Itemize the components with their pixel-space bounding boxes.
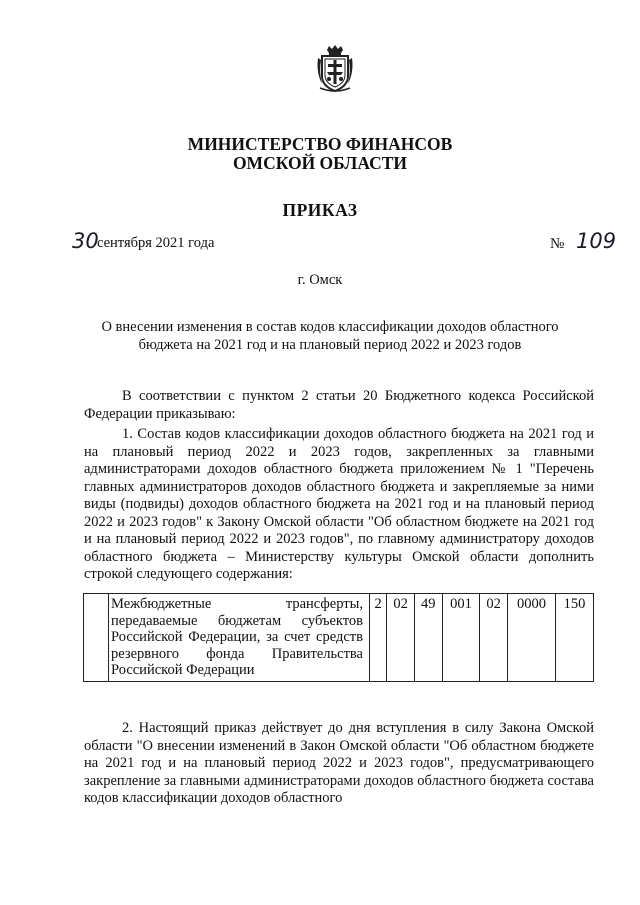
order-number: 109 [576,229,617,253]
item1-text: 1. Состав кодов классификации доходов областного бюджета на 2021 год и на плановый период 2022 и 2023 годов, закрепленных за главными администраторами доходов областного бюджета приложением № 1 "Перечень главных администраторов доходов областного бюджета и закрепляемые за ними виды (подвиды) доходов областного бюджета на 2021 год и на плановый период 2022 и 2023 годов" к Закону Омской области "Об областном бюджете на 2021 год и на плановый период 2022 и 2023 годов", по главному администратору доходов областного бюджета – Министерству культуры Омской области дополнить строкой следующего содержания: [84,426,594,582]
ministry-name-line1: МИНИСТЕРСТВО ФИНАНСОВ [187,134,453,154]
order-date-number-row [72,229,617,259]
item2-paragraph [84,720,594,808]
table-cell-code: 02 [387,594,415,682]
table-cell-code: 150 [556,594,594,682]
item1-paragraph [84,426,594,584]
subject-line2: бюджета на 2021 год и на плановый период 2022 и 2023 годов [138,337,522,353]
order-date: сентября 2021 года [97,235,215,251]
table-row [84,594,594,682]
table-cell-code: 001 [442,594,480,682]
order-title: ПРИКАЗ [282,200,358,220]
item2-text: 2. Настоящий приказ действует до дня вступления в силу Закона Омской области "О внесении изменений в Закон Омской области "Об областном бюджете на 2021 год и на плановый период 2022 и 2023 годов", предусматривающего закрепление за главными администраторами доходов областного бюджета состава кодов классификации доходов областного [84,720,594,806]
table-cell-income-name: Межбюджетные трансферты, передаваемые бюджетам субъектов Российской Федерации, за счет средств резервного фонда Правительства Российской Федерации [109,594,370,682]
table-cell-code: 49 [414,594,442,682]
intro-text: В соответствии с пунктом 2 статьи 20 Бюджетного кодекса Российской Федерации приказываю: [84,388,594,422]
table-cell-empty [84,594,109,682]
table-cell-code: 0000 [507,594,555,682]
intro-paragraph [84,388,594,423]
classification-row-table [83,593,594,682]
order-city: г. Омск [297,272,343,288]
ministry-name-line2: ОМСКОЙ ОБЛАСТИ [232,153,408,173]
order-subject [70,318,590,354]
table-cell-code: 02 [480,594,508,682]
omsk-coat-of-arms-icon [314,44,356,94]
order-date-day: 30 [72,229,99,253]
order-number-sign: № [550,236,565,252]
subject-line1: О внесении изменения в состав кодов классификации доходов областного [101,319,559,335]
table-cell-code: 2 [370,594,387,682]
